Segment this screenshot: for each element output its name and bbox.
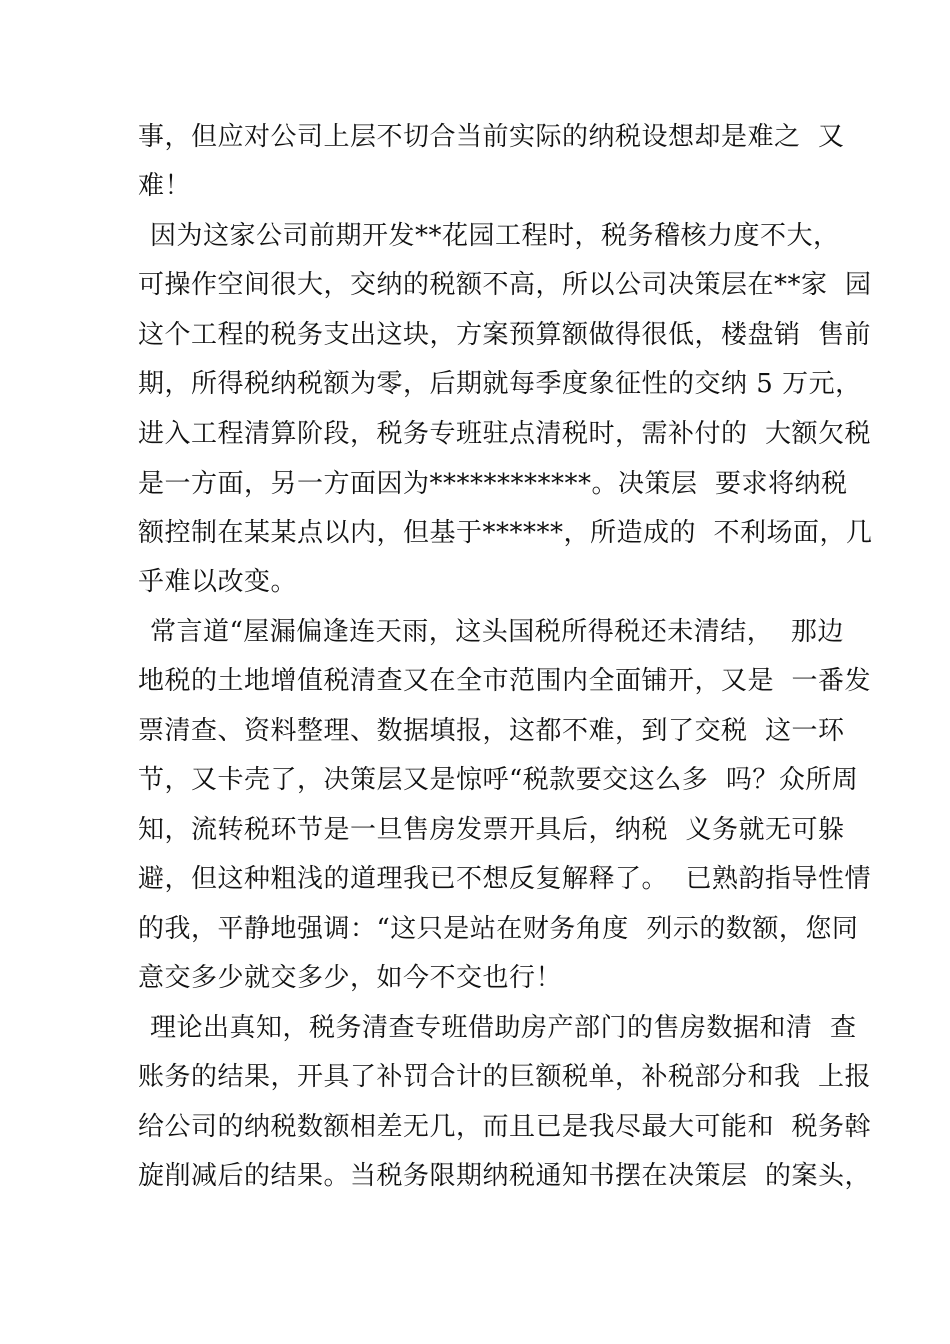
text-line-8: 是一方面，另一方面因为************。决策层 要求将纳税 [138,469,848,499]
text-line-20: 账务的结果，开具了补罚合计的巨额税单，补税部分和我 上报 [138,1062,872,1092]
text-line-2: 难！ [138,171,192,201]
text-line-18: 意交多少就交多少，如今不交也行！ [138,963,563,993]
text-line-4: 可操作空间很大，交纳的税额不高，所以公司决策层在**家 园 [138,270,872,300]
text-line-16: 避，但这种粗浅的道理我已不想反复解释了。 已熟韵指导性情 [138,864,872,894]
text-line-21: 给公司的纳税数额相差无几，而且已是我尽最大可能和 税务斡 [138,1112,872,1142]
text-line-6: 期，所得税纳税额为零，后期就每季度象征性的交纳 5 万元， [138,369,862,399]
text-line-13: 票清查、资料整理、数据填报，这都不难，到了交税 这一环 [138,716,845,746]
text-line-5: 这个工程的税务支出这块，方案预算额做得很低，楼盘销 售前 [138,320,872,350]
text-line-7: 进入工程清算阶段，税务专班驻点清税时，需补付的 大额欠税 [138,419,872,449]
text-line-9: 额控制在某某点以内，但基于******，所造成的 不利场面，几 [138,518,873,548]
text-line-11: 常言道“屋漏偏逢连天雨，这头国税所得税还未清结， 那边 [150,617,844,647]
text-line-22: 旋削减后的结果。当税务限期纳税通知书摆在决策层 的案头， [138,1161,872,1191]
text-line-1: 事，但应对公司上层不切合当前实际的纳税设想却是难之 又 [138,122,845,152]
text-line-14: 节，又卡壳了，决策层又是惊呼“税款要交这么多 吗？众所周 [138,765,859,795]
text-line-3: 因为这家公司前期开发**花园工程时，税务稽核力度不大， [150,221,840,251]
text-line-15: 知，流转税环节是一旦售房发票开具后，纳税 义务就无可躲 [138,815,845,845]
text-line-12: 地税的土地增值税清查又在全市范围内全面铺开，又是 一番发 [138,666,872,696]
text-line-17: 的我，平静地强调：“这只是站在财务角度 列示的数额，您同 [138,914,859,944]
text-line-10: 乎难以改变。 [138,567,298,597]
text-line-19: 理论出真知，税务清查专班借助房产部门的售房数据和清 查 [150,1013,857,1043]
